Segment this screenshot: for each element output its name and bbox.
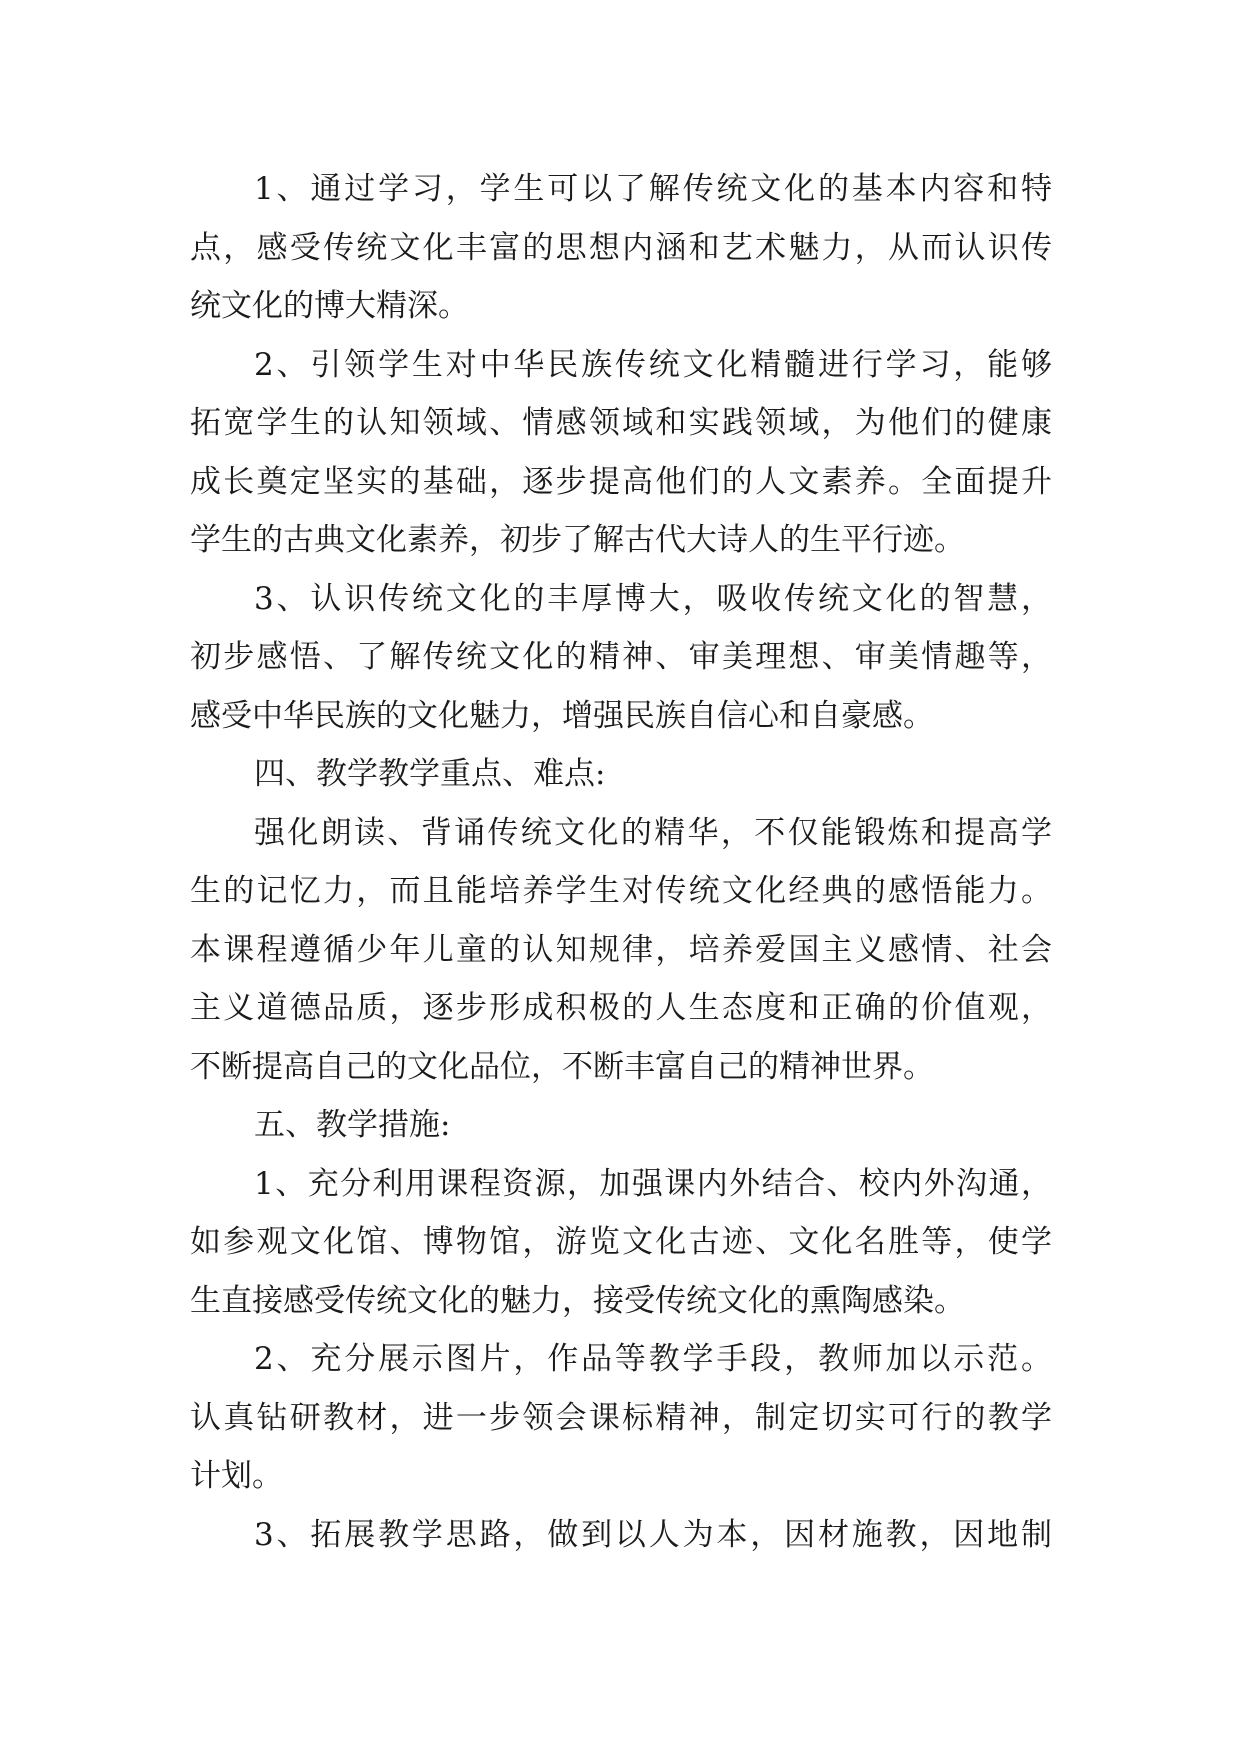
section-heading-5: 五、教学措施: [254, 1107, 451, 1143]
paragraph-2-line-4: 学生的古典文化素养，初步了解古代大诗人的生平行迹。 [190, 522, 965, 558]
paragraph-2-line-2: 拓宽学生的认知领域、情感领域和实践领域，为他们的健康 [190, 405, 1052, 441]
paragraph-5-line-2: 如参观文化馆、博物馆，游览文化古迹、文化名胜等，使学 [190, 1224, 1052, 1260]
paragraph-4-line-3: 本课程遵循少年儿童的认知规律，培养爱国主义感情、社会 [190, 931, 1052, 968]
paragraph-6-line-2: 认真钻研教材，进一步领会课标精神，制定切实可行的教学 [190, 1399, 1052, 1436]
paragraph-5-line-3: 生直接感受传统文化的魅力，接受传统文化的熏陶感染。 [190, 1282, 965, 1319]
paragraph-4-line-2: 生的记忆力，而且能培养学生对传统文化经典的感悟能力。 [190, 873, 1052, 909]
paragraph-4-line-5: 不断提高自己的文化品位，不断丰富自己的精神世界。 [190, 1048, 934, 1085]
paragraph-3-line-1: 3、认识传统文化的丰厚博大，吸收传统文化的智慧， [254, 580, 1052, 617]
paragraph-2-line-1: 2、引领学生对中华民族传统文化精髓进行学习，能够 [254, 346, 1052, 383]
paragraph-1-line-1: 1、通过学习，学生可以了解传统文化的基本内容和特 [254, 171, 1052, 207]
paragraph-1-line-3: 统文化的博大精深。 [190, 288, 469, 324]
paragraph-2-line-3: 成长奠定坚实的基础，逐步提高他们的人文素养。全面提升 [190, 463, 1052, 500]
paragraph-3-line-3: 感受中华民族的文化魅力，增强民族自信心和自豪感。 [190, 697, 934, 734]
paragraph-3-line-2: 初步感悟、了解传统文化的精神、审美理想、审美情趣等， [190, 639, 1052, 675]
paragraph-4-line-1: 强化朗读、背诵传统文化的精华，不仅能锻炼和提高学 [254, 814, 1052, 851]
paragraph-4-line-4: 主义道德品质，逐步形成积极的人生态度和正确的价值观， [190, 990, 1052, 1026]
paragraph-7-line-1: 3、拓展教学思路，做到以人为本，因材施教，因地制 [254, 1516, 1052, 1553]
paragraph-5-line-1: 1、充分利用课程资源，加强课内外结合、校内外沟通， [254, 1165, 1052, 1202]
paragraph-6-line-1: 2、充分展示图片，作品等教学手段，教师加以示范。 [254, 1341, 1052, 1377]
section-heading-4: 四、教学教学重点、难点: [254, 756, 606, 792]
document-body [190, 160, 1052, 1564]
paragraph-6-line-3: 计划。 [190, 1458, 283, 1494]
paragraph-1-line-2: 点，感受传统文化丰富的思想内涵和艺术魅力，从而认识传 [190, 229, 1052, 266]
